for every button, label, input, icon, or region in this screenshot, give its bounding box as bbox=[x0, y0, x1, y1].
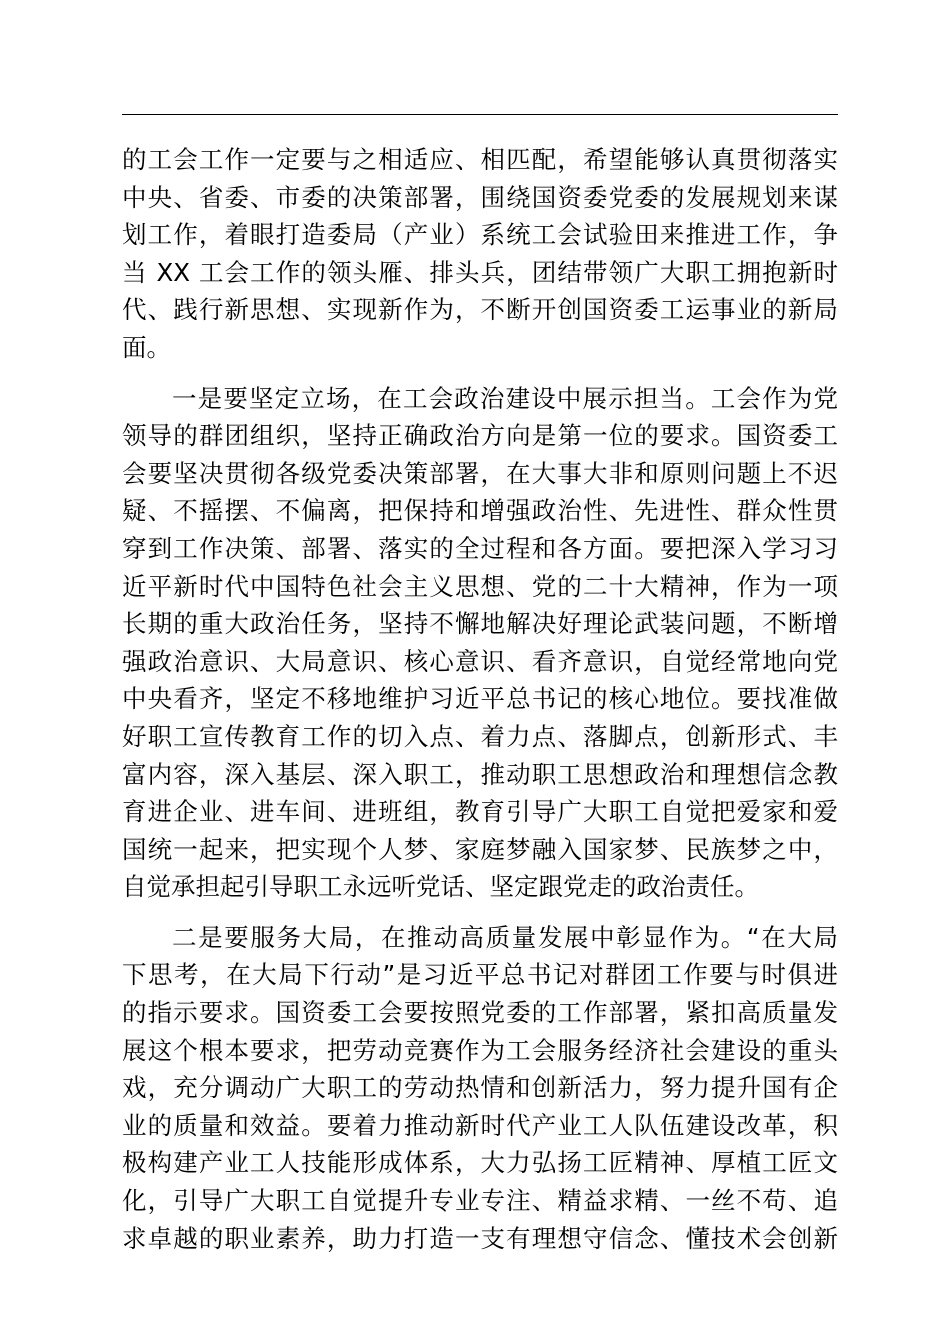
text-line: 化，引导广大职工自觉提升专业专注、精益求精、一丝不苟、追 bbox=[122, 1186, 838, 1216]
text-line: 强政治意识、大局意识、核心意识、看齐意识，自觉经常地向党 bbox=[122, 646, 838, 676]
text-line: 二是要服务大局，在推动高质量发展中彰显作为。“在大局 bbox=[172, 922, 838, 952]
paragraph-2 bbox=[122, 380, 838, 906]
text-line: 下思考，在大局下行动”是习近平总书记对群团工作要与时俱进 bbox=[122, 960, 838, 990]
paragraph-gap bbox=[122, 906, 838, 919]
text-line: 中央、省委、市委的决策部署，围绕国资委党委的发展规划来谋 bbox=[122, 182, 838, 212]
text-line: 育进企业、进车间、进班组，教育引导广大职工自觉把爱家和爱 bbox=[122, 797, 838, 827]
text-line: 的工会工作一定要与之相适应、相匹配，希望能够认真贯彻落实 bbox=[122, 145, 838, 174]
text-line: 穿到工作决策、部署、落实的全过程和各方面。要把深入学习习 bbox=[122, 533, 838, 563]
text-line: 业的质量和效益。要着力推动新时代产业工人队伍建设改革，积 bbox=[122, 1110, 838, 1140]
header-rule bbox=[122, 114, 838, 115]
text-line: 极构建产业工人技能形成体系，大力弘扬工匠精神、厚植工匠文 bbox=[122, 1148, 838, 1178]
text-line: 中央看齐，坚定不移地维护习近平总书记的核心地位。要找准做 bbox=[122, 684, 838, 714]
paragraph-gap bbox=[122, 367, 838, 380]
text-line: 当 XX 工会工作的领头雁、排头兵，团结带领广大职工拥抱新时 bbox=[122, 257, 838, 287]
text-line: 领导的群团组织，坚持正确政治方向是第一位的要求。国资委工 bbox=[122, 421, 838, 451]
text-line: 戏，充分调动广大职工的劳动热情和创新活力，努力提升国有企 bbox=[122, 1073, 838, 1103]
text-line: 好职工宣传教育工作的切入点、着力点、落脚点，创新形式、丰 bbox=[122, 721, 838, 751]
text-line: 富内容，深入基层、深入职工，推动职工思想政治和理想信念教 bbox=[122, 759, 838, 789]
text-line: 一是要坚定立场，在工会政治建设中展示担当。工会作为党 bbox=[172, 383, 838, 413]
text-line: 求卓越的职业素养，助力打造一支有理想守信念、懂技术会创新 bbox=[122, 1223, 838, 1253]
paragraph-1 bbox=[122, 141, 838, 367]
text-line: 会要坚决贯彻各级党委决策部署，在大事大非和原则问题上不迟 bbox=[122, 458, 838, 488]
text-line: 近平新时代中国特色社会主义思想、党的二十大精神，作为一项 bbox=[122, 571, 838, 601]
text-line: 长期的重大政治任务，坚持不懈地解决好理论武装问题，不断增 bbox=[122, 609, 838, 639]
text-line: 自觉承担起引导职工永远听党话、坚定跟党走的政治责任。 bbox=[122, 872, 759, 902]
text-line: 代、践行新思想、实现新作为，不断开创国资委工运事业的新局 bbox=[122, 295, 838, 325]
document-body bbox=[122, 141, 838, 1257]
text-line: 国统一起来，把实现个人梦、家庭梦融入国家梦、民族梦之中， bbox=[122, 834, 838, 864]
text-line: 展这个根本要求，把劳动竞赛作为工会服务经济社会建设的重头 bbox=[122, 1035, 838, 1065]
text-line: 的指示要求。国资委工会要按照党委的工作部署，紧扣高质量发 bbox=[122, 998, 838, 1028]
text-line: 疑、不摇摆、不偏离，把保持和增强政治性、先进性、群众性贯 bbox=[122, 496, 838, 526]
text-line: 划工作，着眼打造委局（产业）系统工会试验田来推进工作，争 bbox=[122, 220, 838, 250]
text-line: 面。 bbox=[122, 332, 171, 362]
paragraph-3 bbox=[122, 919, 838, 1257]
